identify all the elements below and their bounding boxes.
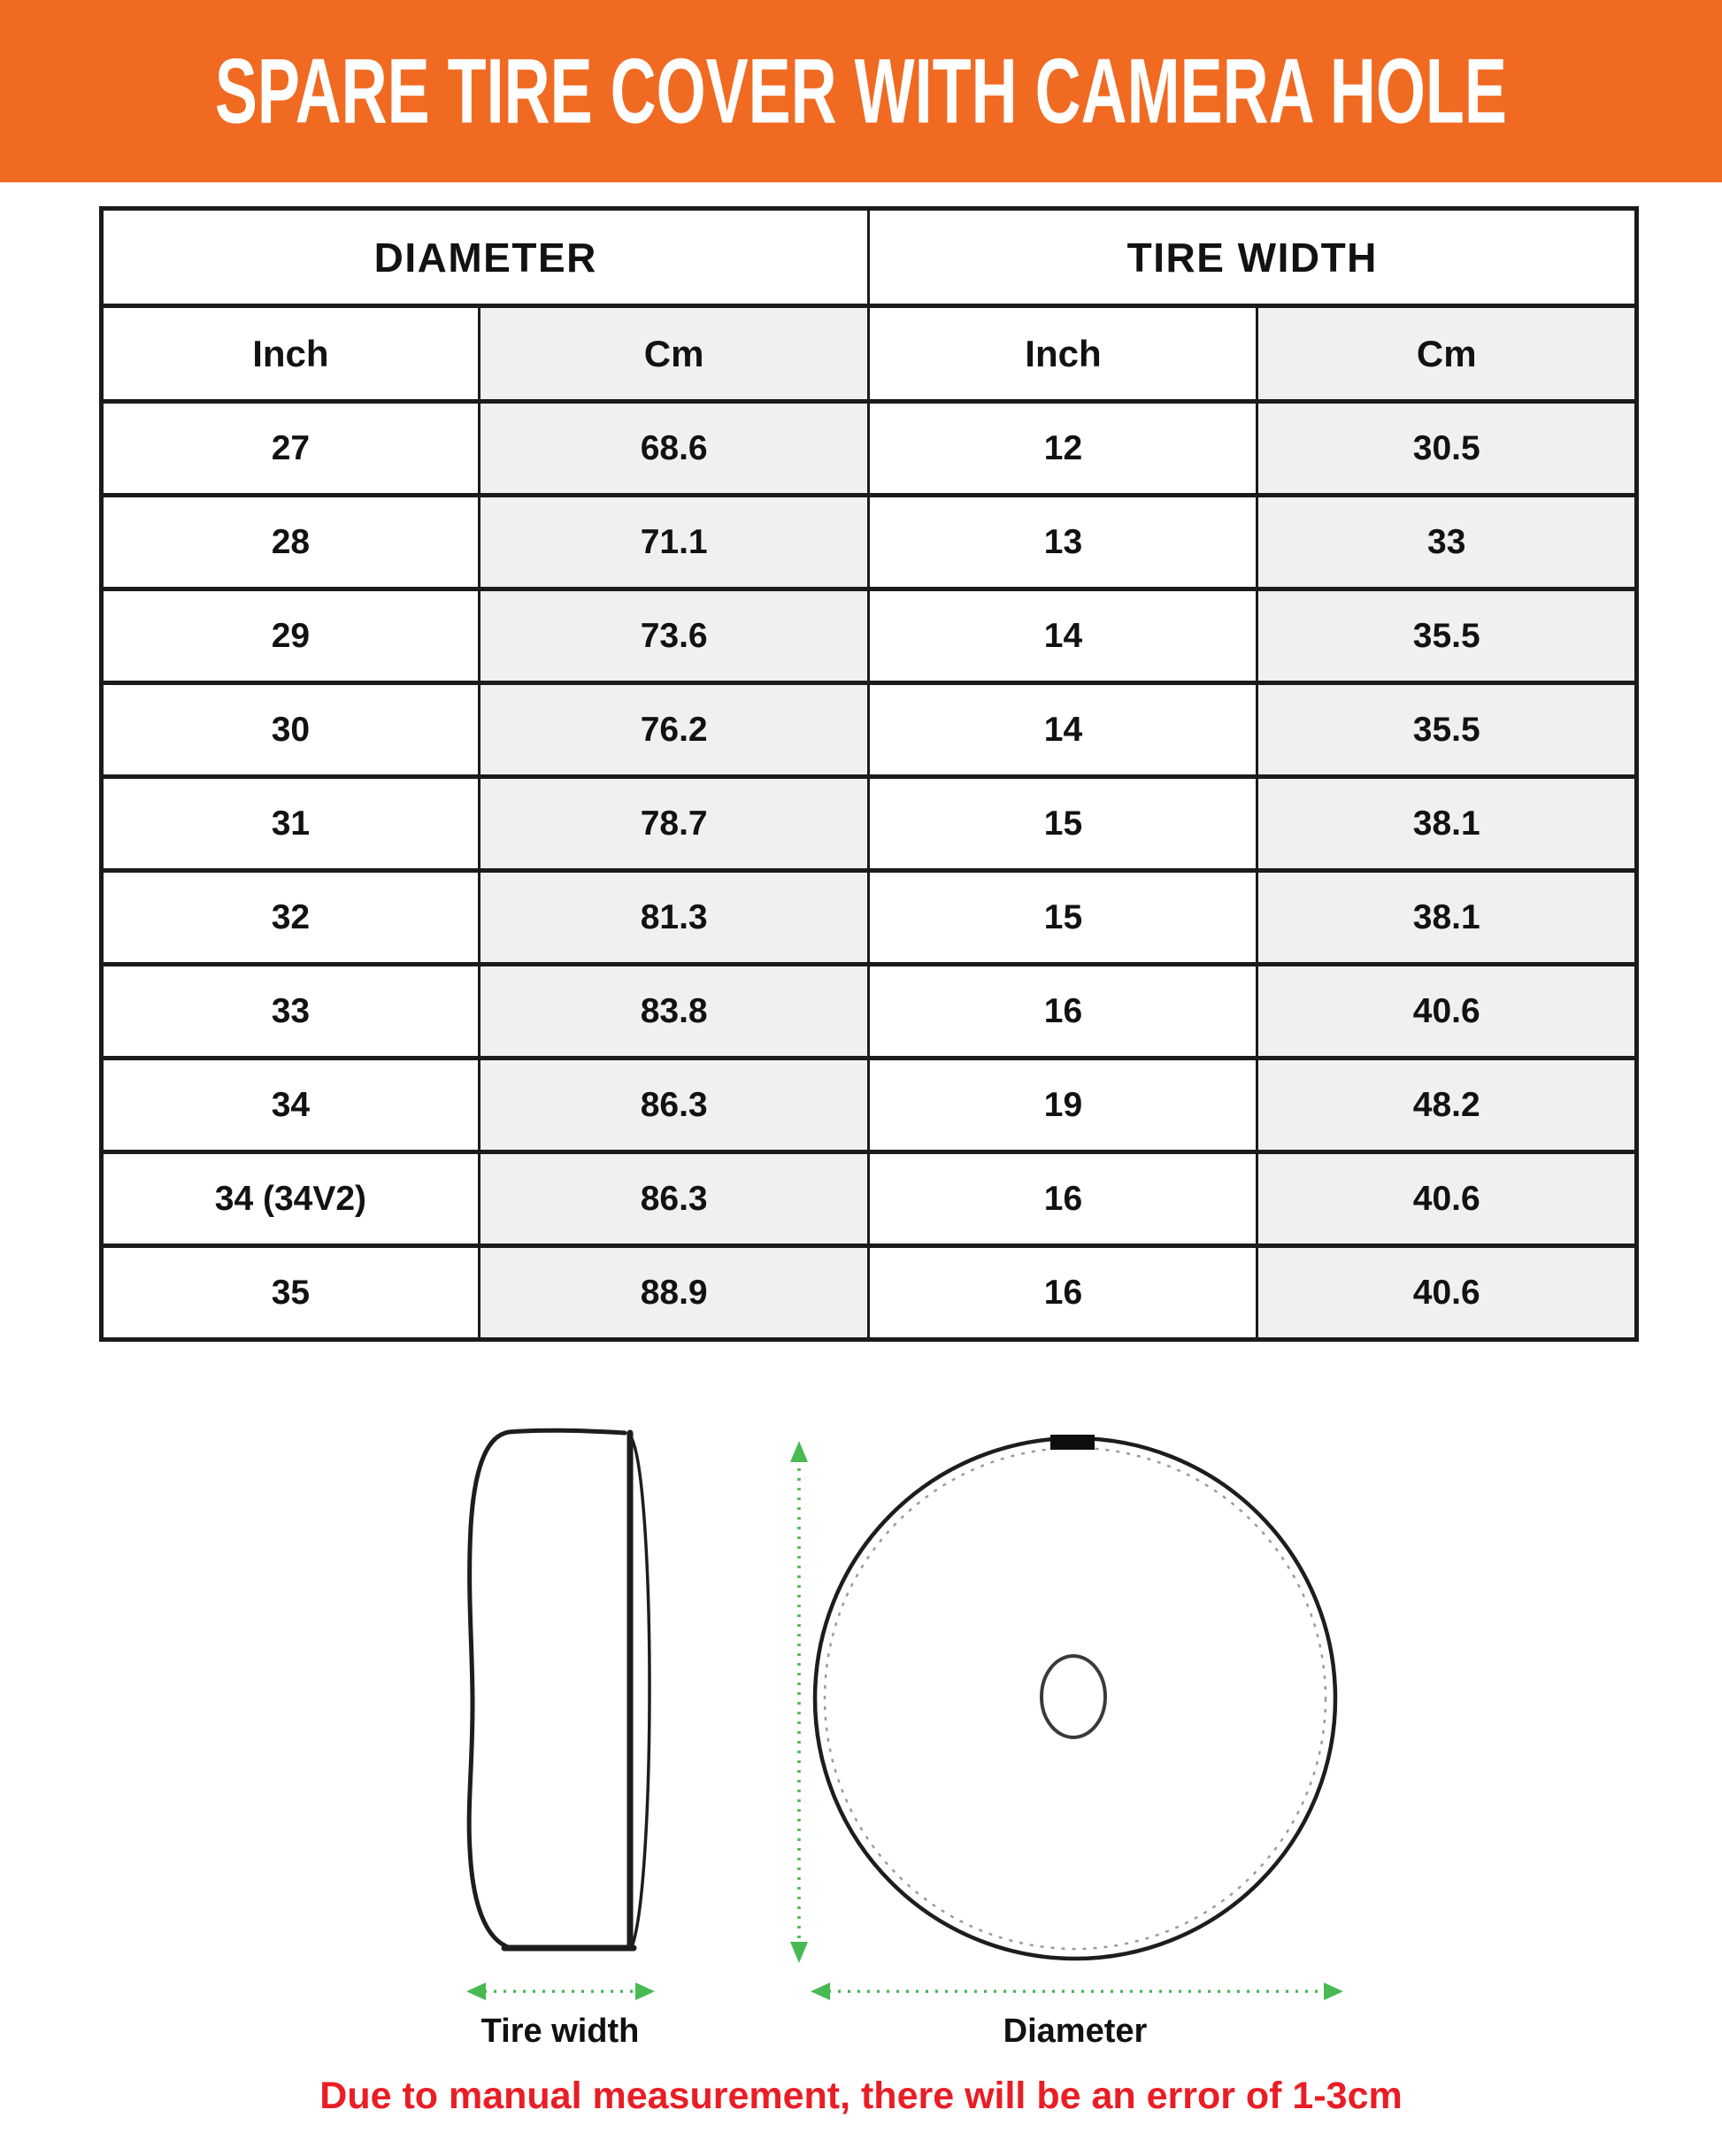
cell-inch: 33 [102,965,480,1059]
cell-cm: 40.6 [1257,1152,1637,1246]
cell-cm: 83.8 [479,965,869,1059]
group-header-diameter: DIAMETER [102,209,869,306]
cell-inch: 32 [102,871,480,965]
cell-inch: 34 [102,1059,480,1152]
cell-inch: 27 [102,402,480,496]
cell-cm: 86.3 [479,1152,869,1246]
table-row [102,965,1637,1059]
tire-front-view-drawing [815,1435,1335,1959]
cell-inch: 12 [869,402,1257,496]
cell-inch: 16 [869,1152,1257,1246]
cell-cm: 38.1 [1257,871,1637,965]
table-row [102,402,1637,496]
tire-diagram [0,1363,1722,2071]
cell-inch: 31 [102,777,480,871]
cell-cm: 33 [1257,496,1637,589]
cell-inch: 29 [102,589,480,683]
cell-inch: 16 [869,1246,1257,1340]
cell-cm: 73.6 [479,589,869,683]
cell-inch: 15 [869,871,1257,965]
cell-inch: 35 [102,1246,480,1340]
measurement-error-note: Due to manual measurement, there will be an error of 1-3cm [319,2075,1403,2117]
cell-inch: 13 [869,496,1257,589]
cell-inch: 14 [869,683,1257,777]
cell-inch: 19 [869,1059,1257,1152]
cell-cm: 48.2 [1257,1059,1637,1152]
table-row [102,1059,1637,1152]
group-header-tire-width: TIRE WIDTH [869,209,1637,306]
table-row [102,496,1637,589]
diameter-label: Diameter [1003,2013,1148,2050]
cell-cm: 76.2 [479,683,869,777]
tire-width-arrow-icon [466,1983,655,2000]
table-row [102,589,1637,683]
subheader-diameter-cm: Cm [479,306,869,402]
subheader-tirewidth-cm: Cm [1257,306,1637,402]
cell-inch: 28 [102,496,480,589]
camera-mount-mark [1050,1435,1095,1450]
cell-inch: 34 (34V2) [102,1152,480,1246]
cell-cm: 40.6 [1257,1246,1637,1340]
subheader-tirewidth-inch: Inch [869,306,1257,402]
cell-cm: 81.3 [479,871,869,965]
cell-cm: 35.5 [1257,589,1637,683]
cell-cm: 40.6 [1257,965,1637,1059]
cell-cm: 30.5 [1257,402,1637,496]
cell-cm: 86.3 [479,1059,869,1152]
table-row [102,871,1637,965]
table-subheader-row [102,306,1637,402]
table-row [102,683,1637,777]
cell-inch: 14 [869,589,1257,683]
banner [0,0,1722,182]
page-title: SPARE TIRE COVER WITH CAMERA HOLE [214,39,1508,142]
cell-inch: 15 [869,777,1257,871]
size-table [99,206,1639,1342]
cell-cm: 71.1 [479,496,869,589]
subheader-diameter-inch: Inch [102,306,480,402]
table-group-header-row [102,209,1637,306]
height-arrow-icon [790,1441,808,1963]
table-row [102,777,1637,871]
diameter-arrow-icon [811,1983,1343,2000]
cell-cm: 38.1 [1257,777,1637,871]
tire-side-view-drawing [469,1430,650,1948]
cell-inch: 16 [869,965,1257,1059]
cell-inch: 30 [102,683,480,777]
cell-cm: 88.9 [479,1246,869,1340]
cell-cm: 78.7 [479,777,869,871]
tire-width-label: Tire width [480,2013,640,2050]
camera-hole-icon [1042,1656,1105,1737]
table-body [102,402,1637,1340]
table-row [102,1152,1637,1246]
table-row [102,1246,1637,1340]
cell-cm: 68.6 [479,402,869,496]
cell-cm: 35.5 [1257,683,1637,777]
